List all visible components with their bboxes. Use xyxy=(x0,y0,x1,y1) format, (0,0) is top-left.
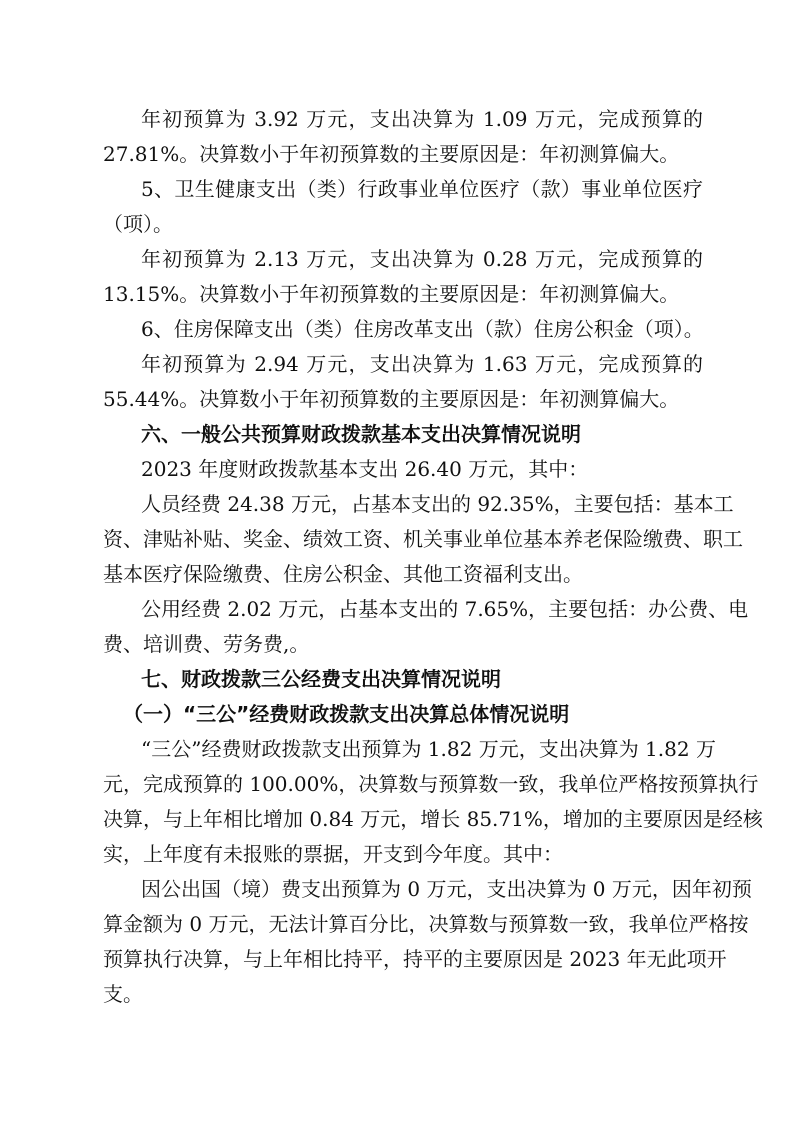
text-line: 基本医疗保险缴费、住房公积金、其他工资福利支出。 xyxy=(103,562,583,586)
text-line: 13.15%。决算数小于年初预算数的主要原因是：年初测算偏大。 xyxy=(103,282,680,306)
section-heading xyxy=(103,662,703,697)
text-line: 55.44%。决算数小于年初预算数的主要原因是：年初测算偏大。 xyxy=(103,387,680,411)
text-line: 年初预算为 2.13 万元，支出决算为 0.28 万元，完成预算的 xyxy=(141,247,703,271)
text-line: 支。 xyxy=(103,982,143,1006)
text-line: 5、卫生健康支出（类）行政事业单位医疗（款）事业单位医疗 xyxy=(141,177,703,201)
text-line: 6、住房保障支出（类）住房改革支出（款）住房公积金（项）。 xyxy=(141,317,704,341)
text-line: 27.81%。决算数小于年初预算数的主要原因是：年初测算偏大。 xyxy=(103,142,680,166)
text-line: 费、培训费、劳务费,。 xyxy=(103,632,310,656)
document-page xyxy=(103,102,763,1012)
text-line: 人员经费 24.38 万元，占基本支出的 92.35%，主要包括：基本工 xyxy=(141,492,734,516)
paragraph xyxy=(103,172,703,242)
paragraph xyxy=(103,102,703,172)
section-heading xyxy=(103,417,703,452)
text-line: 因公出国（境）费支出预算为 0 万元，支出决算为 0 万元，因年初预 xyxy=(141,877,752,901)
text-line: （一）“三公”经费财政拨款支出决算总体情况说明 xyxy=(123,702,570,726)
paragraph xyxy=(103,452,703,487)
paragraph xyxy=(103,487,743,592)
paragraph xyxy=(103,732,763,872)
text-line: 算金额为 0 万元，无法计算百分比，决算数与预算数一致，我单位严格按 xyxy=(103,912,749,936)
text-line: 资、津贴补贴、奖金、绩效工资、机关事业单位基本养老保险缴费、职工 xyxy=(103,527,743,551)
text-line: 预算执行决算，与上年相比持平，持平的主要原因是 2023 年无此项开 xyxy=(103,947,727,971)
text-line: 年初预算为 3.92 万元，支出决算为 1.09 万元，完成预算的 xyxy=(141,107,703,131)
text-line: 公用经费 2.02 万元，占基本支出的 7.65%，主要包括：办公费、电 xyxy=(141,597,749,621)
text-line: 年初预算为 2.94 万元，支出决算为 1.63 万元，完成预算的 xyxy=(141,352,703,376)
text-line: 元，完成预算的 100.00%，决算数与预算数一致，我单位严格按预算执行 xyxy=(103,772,759,796)
paragraph xyxy=(103,347,703,417)
paragraph xyxy=(103,592,749,662)
paragraph xyxy=(103,872,752,1012)
paragraph xyxy=(103,242,703,312)
text-line: 决算，与上年相比增加 0.84 万元，增长 85.71%，增加的主要原因是经核 xyxy=(103,807,763,831)
text-line: （项）。 xyxy=(103,212,173,236)
text-line: 2023 年度财政拨款基本支出 26.40 万元，其中： xyxy=(141,457,589,481)
text-line: “三公”经费财政拨款支出预算为 1.82 万元，支出决算为 1.82 万 xyxy=(141,737,716,761)
text-line: 七、财政拨款三公经费支出决算情况说明 xyxy=(141,667,501,691)
text-line: 六、一般公共预算财政拨款基本支出决算情况说明 xyxy=(141,422,581,446)
text-line: 实，上年度有未报账的票据，开支到今年度。其中： xyxy=(103,842,563,866)
paragraph xyxy=(103,312,703,347)
subsection-heading xyxy=(103,697,703,732)
